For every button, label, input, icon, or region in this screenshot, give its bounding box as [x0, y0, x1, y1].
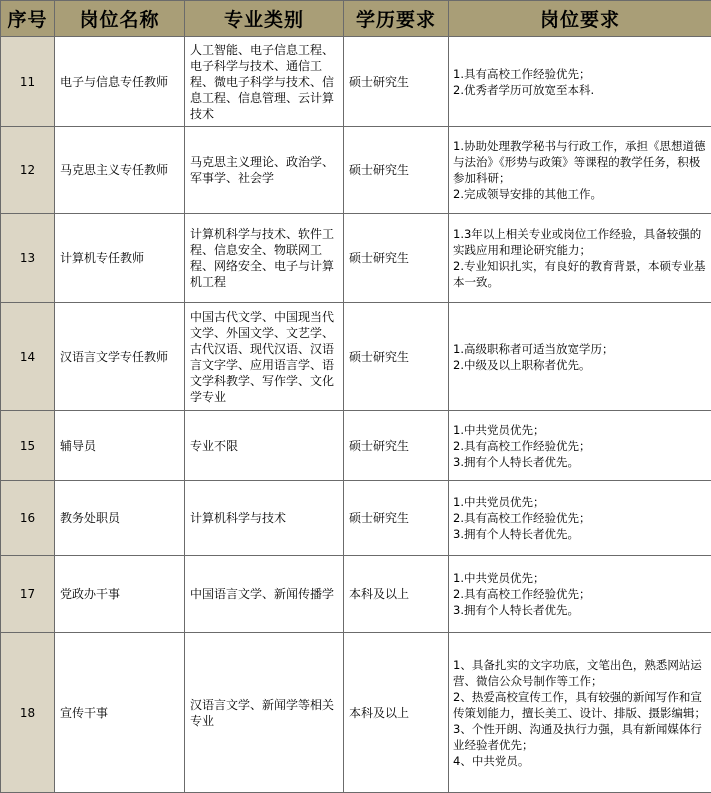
requirement-line: 2.完成领导安排的其他工作。	[453, 186, 708, 202]
table-row	[1, 127, 711, 214]
position-name: 宣传干事	[55, 633, 185, 793]
requirement-line: 1.中共党员优先；	[453, 494, 708, 510]
position-requirements	[449, 556, 711, 633]
requirement-line: 3、个性开朗、沟通及执行力强，具有新闻媒体行业经验者优先；	[453, 721, 708, 753]
row-number: 18	[1, 633, 55, 793]
major-category: 计算机科学与技术	[185, 481, 344, 556]
major-category: 马克思主义理论、政治学、军事学、社会学	[185, 127, 344, 214]
education-requirement: 硕士研究生	[344, 127, 449, 214]
position-name: 辅导员	[55, 411, 185, 481]
education-requirement: 本科及以上	[344, 556, 449, 633]
requirement-line: 2.优秀者学历可放宽至本科.	[453, 82, 708, 98]
requirement-line: 1.高级职称者可适当放宽学历；	[453, 341, 708, 357]
requirement-line: 2.专业知识扎实，有良好的教育背景，本硕专业基本一致。	[453, 258, 708, 290]
requirement-line: 1.具有高校工作经验优先；	[453, 66, 708, 82]
education-requirement: 硕士研究生	[344, 411, 449, 481]
table-row	[1, 214, 711, 303]
table-row	[1, 633, 711, 793]
education-requirement: 硕士研究生	[344, 214, 449, 303]
position-name: 汉语言文学专任教师	[55, 303, 185, 411]
row-number: 13	[1, 214, 55, 303]
position-requirements	[449, 37, 711, 127]
position-requirements	[449, 303, 711, 411]
table-row	[1, 411, 711, 481]
major-category: 计算机科学与技术、软件工程、信息安全、物联网工程、网络安全、电子与计算机工程	[185, 214, 344, 303]
education-requirement: 硕士研究生	[344, 303, 449, 411]
table-row	[1, 556, 711, 633]
table-row	[1, 303, 711, 411]
major-category: 专业不限	[185, 411, 344, 481]
header-position-name: 岗位名称	[55, 1, 185, 37]
row-number: 14	[1, 303, 55, 411]
requirement-line: 2.具有高校工作经验优先；	[453, 438, 708, 454]
row-number: 12	[1, 127, 55, 214]
requirement-line: 1.3年以上相关专业或岗位工作经验，具备较强的实践应用和理论研究能力；	[453, 226, 708, 258]
major-category: 人工智能、电子信息工程、电子科学与技术、通信工程、微电子科学与技术、信息工程、信息管理、云计算技术	[185, 37, 344, 127]
row-number: 11	[1, 37, 55, 127]
position-requirements	[449, 481, 711, 556]
requirement-line: 4、中共党员。	[453, 753, 708, 769]
requirement-line: 1.协助处理教学秘书与行政工作，承担《思想道德与法治》《形势与政策》等课程的教学任务，积极参加科研；	[453, 138, 708, 186]
requirement-line: 3.拥有个人特长者优先。	[453, 454, 708, 470]
row-number: 16	[1, 481, 55, 556]
major-category: 中国语言文学、新闻传播学	[185, 556, 344, 633]
table-row	[1, 481, 711, 556]
requirement-line: 2.中级及以上职称者优先。	[453, 357, 708, 373]
position-requirements	[449, 411, 711, 481]
education-requirement: 硕士研究生	[344, 37, 449, 127]
row-number: 15	[1, 411, 55, 481]
header-education: 学历要求	[344, 1, 449, 37]
requirement-line: 3.拥有个人特长者优先。	[453, 602, 708, 618]
position-requirements	[449, 633, 711, 793]
position-name: 党政办干事	[55, 556, 185, 633]
major-category: 中国古代文学、中国现当代文学、外国文学、文艺学、古代汉语、现代汉语、汉语言文字学、应用语言学、语文学科教学、写作学、文化学专业	[185, 303, 344, 411]
position-name: 马克思主义专任教师	[55, 127, 185, 214]
education-requirement: 本科及以上	[344, 633, 449, 793]
position-name: 电子与信息专任教师	[55, 37, 185, 127]
requirement-line: 1、具备扎实的文字功底，文笔出色，熟悉网站运营、微信公众号制作等工作；	[453, 657, 708, 689]
major-category: 汉语言文学、新闻学等相关专业	[185, 633, 344, 793]
education-requirement: 硕士研究生	[344, 481, 449, 556]
table-row	[1, 37, 711, 127]
row-number: 17	[1, 556, 55, 633]
requirement-line: 3.拥有个人特长者优先。	[453, 526, 708, 542]
position-name: 教务处职员	[55, 481, 185, 556]
requirement-line: 2.具有高校工作经验优先；	[453, 510, 708, 526]
header-major-category: 专业类别	[185, 1, 344, 37]
header-row	[1, 1, 711, 37]
requirement-line: 1.中共党员优先；	[453, 422, 708, 438]
position-requirements	[449, 214, 711, 303]
requirement-line: 2、热爱高校宣传工作，具有较强的新闻写作和宣传策划能力，擅长美工、设计、排版、摄影编辑；	[453, 689, 708, 721]
position-name: 计算机专任教师	[55, 214, 185, 303]
requirement-line: 2.具有高校工作经验优先；	[453, 586, 708, 602]
requirement-line: 1.中共党员优先；	[453, 570, 708, 586]
position-requirements	[449, 127, 711, 214]
header-number: 序号	[1, 1, 55, 37]
header-requirements: 岗位要求	[449, 1, 711, 37]
